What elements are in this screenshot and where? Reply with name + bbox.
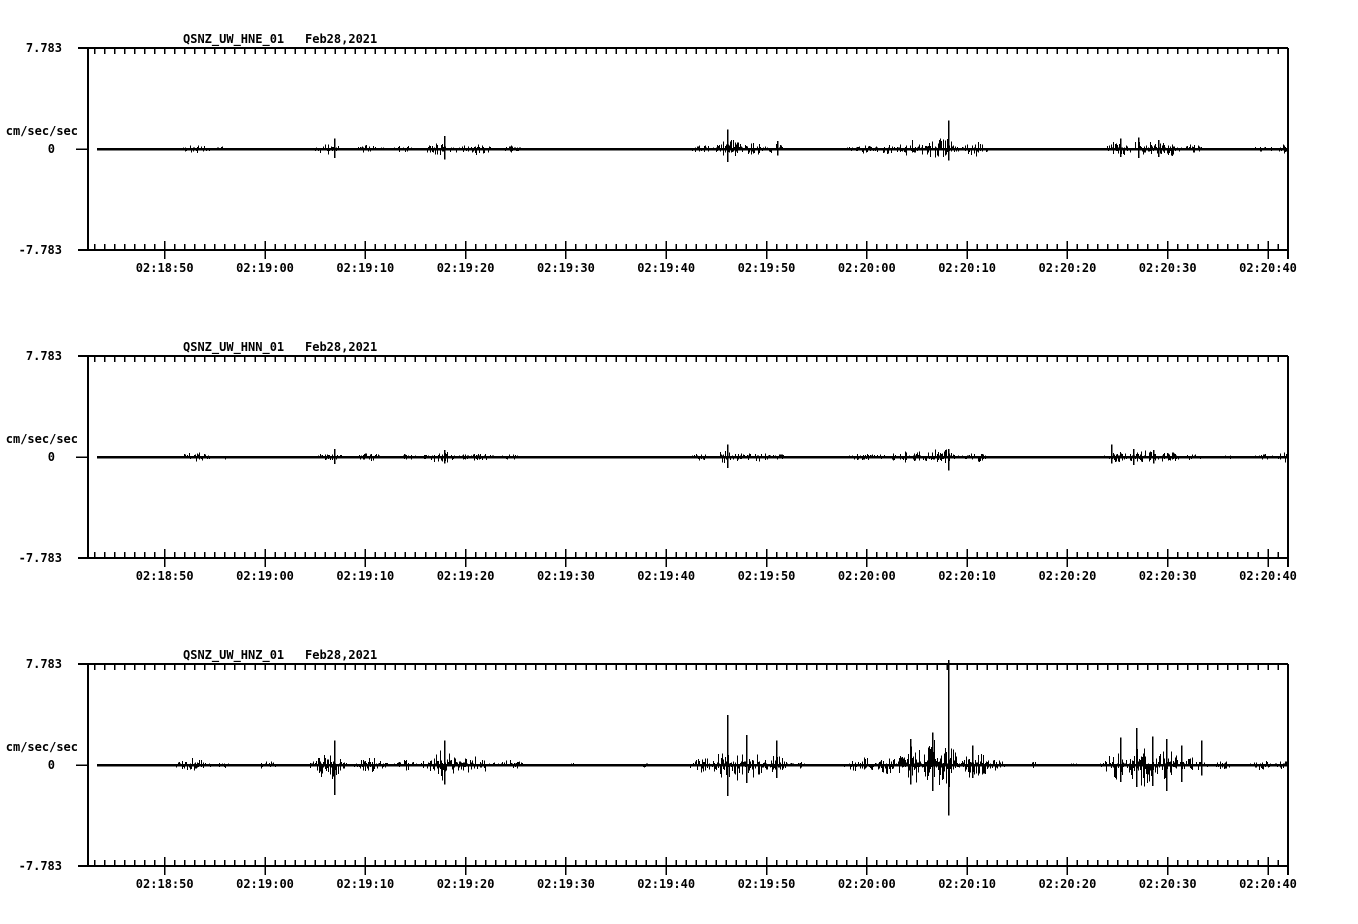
panel-1-xtick-label-4: 02:19:30 (536, 261, 595, 275)
panel-3-xtick-label-9: 02:20:20 (1038, 877, 1097, 891)
panel-1-xtick-label-6: 02:19:50 (737, 261, 796, 275)
panel-1-xtick-label-7: 02:20:00 (837, 261, 896, 275)
panel-3-xtick-label-8: 02:20:10 (938, 877, 996, 891)
panel-2-xtick-label-11: 02:20:40 (1239, 569, 1297, 583)
panel-2-ymax-label: 7.783 (25, 349, 62, 363)
panel-2-xtick-label-7: 02:20:00 (837, 569, 896, 583)
panel-2-xtick-label-6: 02:19:50 (737, 569, 796, 583)
panel-2-xtick-label-9: 02:20:20 (1038, 569, 1097, 583)
panel-3-xtick-label-7: 02:20:00 (837, 877, 896, 891)
panel-3-date-label: Feb28,2021 (305, 648, 378, 662)
panel-2-station-label: QSNZ_UW_HNN_01 (183, 340, 285, 354)
panel-1-yaxis-unit-label: cm/sec/sec (5, 124, 78, 138)
panel-1-xtick-label-9: 02:20:20 (1038, 261, 1097, 275)
panel-1-ymax-label: 7.783 (25, 41, 62, 55)
panel-1-date-label: Feb28,2021 (305, 32, 378, 46)
panel-3-xtick-label-2: 02:19:10 (336, 877, 395, 891)
panel-2-xtick-label-3: 02:19:20 (436, 569, 495, 583)
panel-1-xtick-label-0: 02:18:50 (135, 261, 194, 275)
panel-1-xtick-label-5: 02:19:40 (637, 261, 696, 275)
panel-3-yaxis-unit-label: cm/sec/sec (5, 740, 78, 754)
panel-1-xtick-label-10: 02:20:30 (1138, 261, 1197, 275)
panel-3-xtick-label-1: 02:19:00 (236, 877, 294, 891)
panel-2-xtick-label-0: 02:18:50 (135, 569, 194, 583)
panel-2-xtick-label-10: 02:20:30 (1138, 569, 1197, 583)
panel-3-yzero-label: 0 (47, 758, 55, 772)
panel-3-xtick-label-10: 02:20:30 (1138, 877, 1197, 891)
panel-2-date-label: Feb28,2021 (305, 340, 378, 354)
panel-1-xtick-label-2: 02:19:10 (336, 261, 395, 275)
panel-3-ymax-label: 7.783 (25, 657, 62, 671)
panel-3-xtick-label-0: 02:18:50 (135, 877, 194, 891)
panel-1-station-label: QSNZ_UW_HNE_01 (183, 32, 285, 46)
panel-3-ymin-label: -7.783 (18, 859, 62, 873)
panel-2-xtick-label-2: 02:19:10 (336, 569, 395, 583)
panel-1-xtick-label-8: 02:20:10 (938, 261, 996, 275)
panel-1-xtick-label-11: 02:20:40 (1239, 261, 1297, 275)
panel-3-xtick-label-5: 02:19:40 (637, 877, 696, 891)
panel-2-xtick-label-1: 02:19:00 (236, 569, 294, 583)
panel-2-yzero-label: 0 (47, 450, 55, 464)
panel-3-xtick-label-4: 02:19:30 (536, 877, 595, 891)
panel-2-xtick-label-5: 02:19:40 (637, 569, 696, 583)
panel-1-xtick-label-3: 02:19:20 (436, 261, 495, 275)
panel-3-xtick-label-3: 02:19:20 (436, 877, 495, 891)
panel-2-ymin-label: -7.783 (18, 551, 62, 565)
panel-2-xtick-label-8: 02:20:10 (938, 569, 996, 583)
panel-3-xtick-label-6: 02:19:50 (737, 877, 796, 891)
panel-3-xtick-label-11: 02:20:40 (1239, 877, 1297, 891)
panel-2-yaxis-unit-label: cm/sec/sec (5, 432, 78, 446)
panel-1-ymin-label: -7.783 (18, 243, 62, 257)
panel-1-xtick-label-1: 02:19:00 (236, 261, 294, 275)
panel-2-xtick-label-4: 02:19:30 (536, 569, 595, 583)
panel-3-station-label: QSNZ_UW_HNZ_01 (183, 648, 285, 662)
panel-1-yzero-label: 0 (47, 142, 55, 156)
